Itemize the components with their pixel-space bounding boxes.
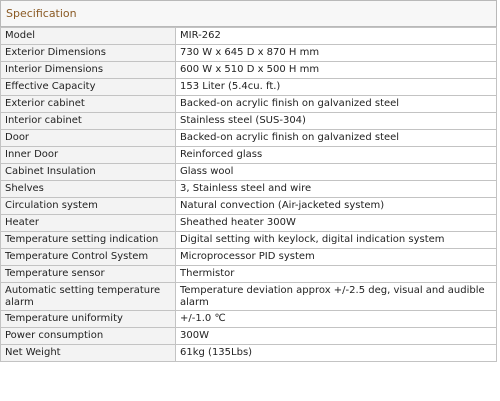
row-label: Effective Capacity [1, 79, 176, 96]
row-label: Exterior cabinet [1, 96, 176, 113]
row-value: Temperature deviation approx +/-2.5 deg, visual and audible alarm [176, 283, 497, 311]
table-row [1, 79, 497, 96]
table-row [1, 232, 497, 249]
row-value: 300W [176, 328, 497, 345]
row-value: 61kg (135Lbs) [176, 345, 497, 362]
row-value: +/-1.0 ℃ [176, 311, 497, 328]
table-row [1, 96, 497, 113]
table-row [1, 164, 497, 181]
table-row [1, 311, 497, 328]
row-label: Interior Dimensions [1, 62, 176, 79]
specification-title: Specification [6, 7, 77, 20]
row-value: Digital setting with keylock, digital indication system [176, 232, 497, 249]
row-label: Temperature sensor [1, 266, 176, 283]
row-label: Exterior Dimensions [1, 45, 176, 62]
row-label: Door [1, 130, 176, 147]
row-label: Interior cabinet [1, 113, 176, 130]
table-row [1, 283, 497, 311]
row-label: Temperature setting indication [1, 232, 176, 249]
row-value: 600 W x 510 D x 500 H mm [176, 62, 497, 79]
specification-header [0, 0, 497, 27]
table-row [1, 130, 497, 147]
table-row [1, 198, 497, 215]
specification-table [0, 27, 497, 362]
row-value: Microprocessor PID system [176, 249, 497, 266]
table-row [1, 62, 497, 79]
table-row [1, 45, 497, 62]
row-value: Thermistor [176, 266, 497, 283]
row-label: Cabinet Insulation [1, 164, 176, 181]
row-label: Net Weight [1, 345, 176, 362]
row-value: 153 Liter (5.4cu. ft.) [176, 79, 497, 96]
row-label: Automatic setting temperature alarm [1, 283, 176, 311]
row-label: Shelves [1, 181, 176, 198]
row-value: Natural convection (Air-jacketed system) [176, 198, 497, 215]
table-row [1, 181, 497, 198]
row-value: Glass wool [176, 164, 497, 181]
row-value: Reinforced glass [176, 147, 497, 164]
table-row [1, 113, 497, 130]
table-row [1, 147, 497, 164]
row-label: Temperature uniformity [1, 311, 176, 328]
row-label: Circulation system [1, 198, 176, 215]
row-value: Backed-on acrylic finish on galvanized steel [176, 130, 497, 147]
row-value: 730 W x 645 D x 870 H mm [176, 45, 497, 62]
row-value: Backed-on acrylic finish on galvanized steel [176, 96, 497, 113]
table-row [1, 266, 497, 283]
table-row [1, 215, 497, 232]
row-value: 3, Stainless steel and wire [176, 181, 497, 198]
row-label: Power consumption [1, 328, 176, 345]
row-value: Stainless steel (SUS-304) [176, 113, 497, 130]
row-label: Temperature Control System [1, 249, 176, 266]
row-value: Sheathed heater 300W [176, 215, 497, 232]
table-row [1, 249, 497, 266]
table-row [1, 345, 497, 362]
row-value: MIR-262 [176, 28, 497, 45]
table-row [1, 28, 497, 45]
row-label: Heater [1, 215, 176, 232]
row-label: Model [1, 28, 176, 45]
table-row [1, 328, 497, 345]
row-label: Inner Door [1, 147, 176, 164]
